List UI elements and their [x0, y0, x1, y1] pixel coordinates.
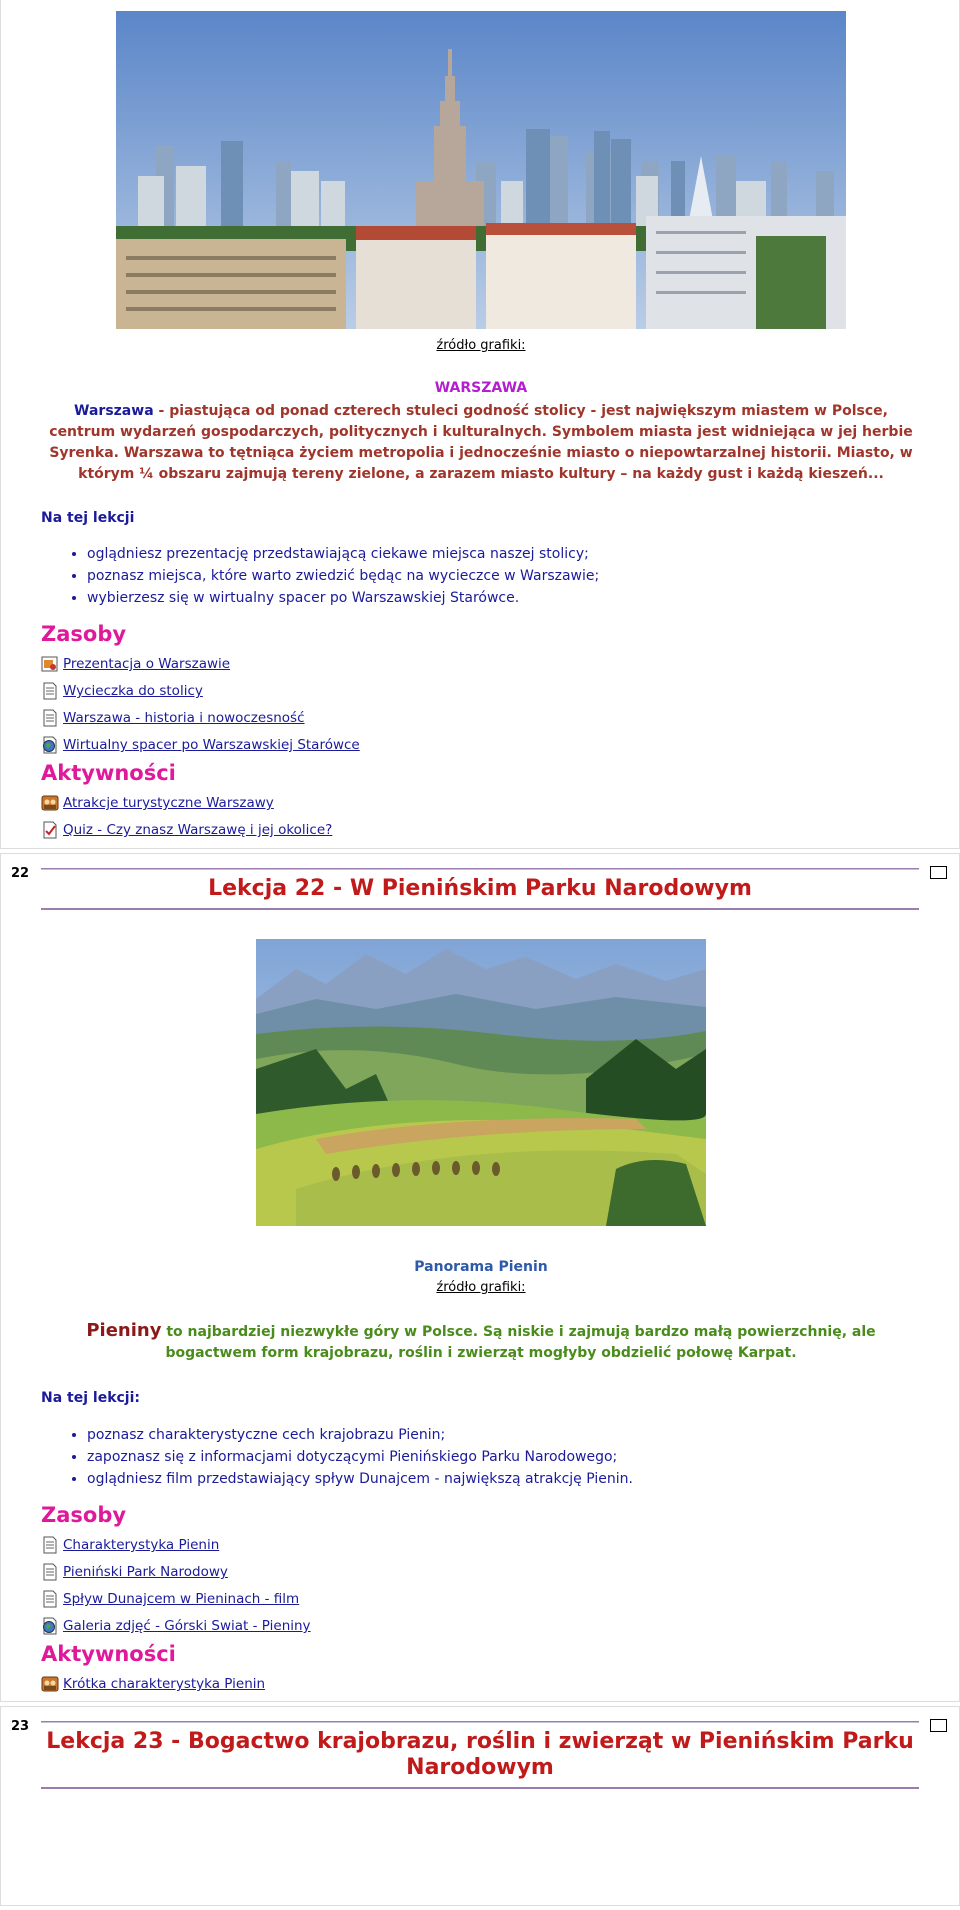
title-rule-bottom	[41, 908, 919, 910]
resource-link[interactable]: Wirtualny spacer po Warszawskiej Starówce	[63, 737, 360, 753]
resources-heading: Zasoby	[41, 622, 127, 646]
lesson-title: Lekcja 22 - W Pienińskim Parku Narodowym	[208, 876, 752, 901]
image-source-label[interactable]: źródło grafiki:	[436, 338, 526, 353]
image-caption: Panorama Pienin	[414, 1259, 548, 1275]
lesson-22-section	[0, 853, 960, 1702]
activities-heading: Aktywności	[41, 761, 176, 785]
lesson-number: 22	[11, 866, 30, 881]
intro-title: WARSZAWA	[434, 380, 528, 396]
page-icon	[41, 682, 59, 700]
activity-item[interactable]	[41, 819, 332, 841]
presentation-icon	[41, 655, 59, 673]
lesson-number: 23	[11, 1719, 30, 1734]
goal-item: • zapoznasz się z informacjami dotyczącymi Pienińskiego Parku Narodowego;	[87, 1446, 633, 1468]
resource-item[interactable]	[41, 734, 360, 756]
goal-item: • poznasz charakterystyczne cech krajobrazu Pienin;	[87, 1424, 633, 1446]
lesson-checkbox[interactable]	[930, 1719, 947, 1732]
resource-link[interactable]: Charakterystyka Pienin	[63, 1537, 220, 1553]
resources-heading: Zasoby	[41, 1503, 127, 1527]
activity-link[interactable]: Quiz - Czy znasz Warszawę i jej okolice?	[63, 822, 333, 838]
pieniny-panorama-image	[256, 939, 706, 1226]
goal-item: • wybierzesz się w wirtualny spacer po Warszawskiej Starówce.	[87, 587, 599, 609]
activity-item[interactable]	[41, 1673, 265, 1695]
resource-item[interactable]	[41, 1588, 299, 1610]
resource-link[interactable]: Prezentacja o Warszawie	[63, 656, 231, 672]
lesson-title: Lekcja 23 - Bogactwo krajobrazu, roślin i zwierząt w Pienińskim Parku Narodowym	[46, 1729, 914, 1780]
resource-link[interactable]: Warszawa - historia i nowoczesność	[63, 710, 305, 726]
resource-item[interactable]	[41, 1615, 311, 1637]
title-rule-top	[41, 868, 919, 870]
workshop-icon	[41, 1675, 59, 1693]
activity-link[interactable]: Atrakcje turystyczne Warszawy	[63, 795, 274, 811]
resource-link[interactable]: Wycieczka do stolicy	[63, 683, 203, 699]
resource-item[interactable]	[41, 680, 203, 702]
page-icon	[41, 1590, 59, 1608]
intro-text: to najbardziej niezwykłe góry w Polsce. Są niskie i zajmują bardzo małą powierzchnię, ale bogactwem form krajobrazu, roślin i zwierząt mogłyby obdzielić połowę Karpat.	[161, 1324, 876, 1361]
goals-list	[41, 1424, 633, 1490]
goals-heading: Na tej lekcji	[41, 510, 135, 526]
resource-item[interactable]	[41, 707, 305, 729]
lesson-checkbox[interactable]	[930, 866, 947, 879]
workshop-icon	[41, 794, 59, 812]
warsaw-skyline-image	[116, 11, 846, 329]
globe-icon	[41, 1617, 59, 1635]
activity-link[interactable]: Krótka charakterystyka Pienin	[63, 1676, 266, 1692]
resource-link[interactable]: Pieniński Park Narodowy	[63, 1564, 228, 1580]
page-icon	[41, 1536, 59, 1554]
resource-item[interactable]	[41, 1534, 219, 1556]
intro-paragraph	[41, 401, 921, 485]
activities-heading: Aktywności	[41, 1642, 176, 1666]
lesson-21-section	[0, 0, 960, 849]
image-source-label[interactable]: źródło grafiki:	[436, 1280, 526, 1295]
title-rule-bottom	[41, 1787, 919, 1789]
resource-link[interactable]: Spływ Dunajcem w Pieninach - film	[63, 1591, 300, 1607]
intro-lead: Warszawa	[74, 403, 154, 419]
goal-item: • poznasz miejsca, które warto zwiedzić będąc na wycieczce w Warszawie;	[87, 565, 599, 587]
intro-paragraph	[41, 1320, 921, 1364]
goal-item: • oglądniesz prezentację przedstawiającą ciekawe miejsca naszej stolicy;	[87, 543, 599, 565]
goal-item: • oglądniesz film przedstawiający spływ Dunajcem - największą atrakcję Pienin.	[87, 1468, 633, 1490]
title-rule-top	[41, 1721, 919, 1723]
goals-heading: Na tej lekcji:	[41, 1390, 140, 1406]
quiz-icon	[41, 821, 59, 839]
page-icon	[41, 1563, 59, 1581]
intro-text: - piastująca od ponad czterech stuleci godność stolicy - jest największym miastem w Polsce, centrum wydarzeń gospodarczych, politycznych i kulturalnych. Symbolem miasta jest widniejąca w jej herbie Syrenka. Warszawa to tętniąca życiem metropolia i jednocześnie miasto o niepowtarzalnej historii. Miasto, w którym ¼ obszaru zajmują tereny zielone, a zarazem miasto kultury – na każdy gust i każdą kieszeń...	[49, 403, 913, 482]
page-icon	[41, 709, 59, 727]
globe-icon	[41, 736, 59, 754]
intro-lead: Pieniny	[86, 1320, 162, 1341]
lesson-23-section	[0, 1706, 960, 1906]
resource-item[interactable]	[41, 1561, 228, 1583]
activity-item[interactable]	[41, 792, 274, 814]
resource-link[interactable]: Galeria zdjęć - Górski Swiat - Pieniny	[63, 1618, 311, 1634]
goals-list	[41, 543, 599, 609]
resource-item[interactable]	[41, 653, 230, 675]
